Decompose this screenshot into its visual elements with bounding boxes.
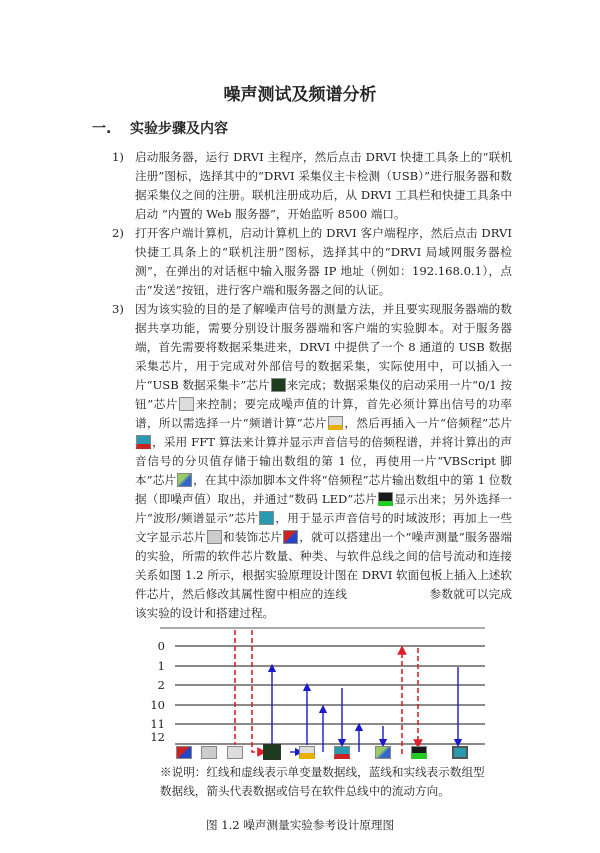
text-chip-icon bbox=[201, 746, 217, 759]
bus-label: 0 bbox=[157, 639, 165, 653]
bus-lines bbox=[175, 646, 485, 744]
red-variable-lines bbox=[235, 630, 418, 754]
usb-daq-chip-icon bbox=[271, 378, 286, 392]
page-title: 噪声测试及频谱分析 bbox=[223, 85, 377, 105]
figure-caption: 图 1.2 噪声测量实验参考设计原理图 bbox=[205, 818, 395, 832]
spectrum-chip-icon bbox=[299, 746, 315, 759]
step-number: 2) bbox=[112, 226, 124, 240]
step-3 bbox=[112, 300, 512, 623]
text-chip-icon bbox=[207, 530, 222, 544]
step-text-segment: ，采用 FFT 算法来计算并显示声音信号的倍频程谱，并将计算出的声音信号的分贝值存储于输出数组的第 1 位，再使用一片“VBScript 脚本”芯片 bbox=[135, 435, 512, 487]
step-text-segment: ，用于显示声音信号的时域波形；再加上一些文字显示芯片 bbox=[135, 511, 512, 544]
step-number: 1) bbox=[112, 150, 124, 164]
design-diagram bbox=[0, 625, 600, 763]
blue-array-lines bbox=[272, 667, 458, 752]
bus-label: 12 bbox=[150, 730, 165, 744]
bus-label: 2 bbox=[157, 678, 165, 692]
led-chip-icon bbox=[411, 746, 427, 759]
step-text bbox=[135, 300, 512, 623]
red-line bbox=[252, 630, 262, 752]
vbscript-chip-icon bbox=[375, 746, 391, 759]
decoration-chip-icon bbox=[176, 746, 192, 759]
step-text-segment: ，在其中添加脚本文件将“倍频程”芯片输出数组中的第 1 位数据（即噪声值）取出，并通过“数码 LED”芯片 bbox=[135, 473, 512, 506]
step-text-segment: 来控制；要完成噪声值的计算，首先必须计算出信号的功率谱，所以需选择一片“频谱计算”芯片 bbox=[135, 397, 512, 430]
step-text: 启动服务器，运行 DRVI 主程序，然后点击 DRVI 快捷工具条上的“联机注册”图标，选择其中的“DRVI 采集仪主卡检测（USB）”进行服务器和数据采集仪之间的注册。联机注册成功后，从 DRVI 工具栏和快捷工具条中启动 “内置的 Web 服务器”，开始监听 8500 端口。 bbox=[135, 150, 512, 221]
step-text-segment: ，然后再插入一片“倍频程”芯片 bbox=[343, 416, 513, 430]
diagram-note: ※说明：红线和虚线表示单变量数据线，蓝线和实线表示数组型数据线，箭头代表数据或信号在软件总线中的流动方向。 bbox=[160, 765, 485, 798]
toggle-button-chip-icon bbox=[227, 746, 243, 759]
bus-label: 1 bbox=[157, 659, 165, 673]
section-number: 一. bbox=[92, 121, 112, 137]
waveform-display-chip-icon bbox=[259, 511, 274, 525]
section-heading bbox=[92, 120, 600, 138]
section-title: 实验步骤及内容 bbox=[130, 121, 228, 137]
vbscript-chip-icon bbox=[177, 473, 192, 487]
decoration-chip-icon bbox=[283, 530, 298, 544]
step-text-segment: 来完成；数据采集仪的启动采用一片“0/1 按钮”芯片 bbox=[135, 378, 512, 411]
step-text-segment: ，就可以搭建出一个“噪声测量”服务器端的实验，所需的软件芯片数量、种类、与软件总线之间的信号流动和连接关系如图 1.2 所示，根据实验原理设计图在 DRVI 软面包板上插入上述软件芯片，然后修改其属性窗中相应的连线 参数就可以完成该实验的设计和搭建过程。 bbox=[135, 530, 512, 620]
toggle-button-chip-icon bbox=[179, 397, 194, 411]
step-2 bbox=[112, 224, 512, 300]
step-1 bbox=[112, 148, 512, 224]
step-number: 3) bbox=[112, 302, 124, 316]
spectrum-chip-icon bbox=[328, 416, 343, 430]
octave-chip-icon bbox=[136, 435, 151, 449]
step-text-segment: 和装饰芯片 bbox=[222, 530, 283, 544]
design-diagram-area bbox=[0, 625, 600, 763]
octave-chip-icon bbox=[334, 746, 350, 759]
step-text-segment: 显示出来；另外选择一片“波形/频谱显示”芯片 bbox=[135, 492, 512, 525]
step-text-segment: 因为该实验的目的是了解噪声信号的测量方法，并且要实现服务器端的数据共享功能，需要分别设计服务器端和客户端的实验脚本。对于服务器端，首先需要将数据采集进来，DRVI 中提供了一个 8 通道的 USB 数据采集芯片，用于完成对外部信号的数据采集，实际使用中，可以插入一片“USB 数据采集卡”芯片 bbox=[135, 302, 512, 392]
led-chip-icon bbox=[378, 492, 393, 506]
usb-daq-chip-icon bbox=[263, 744, 281, 760]
step-text: 打开客户端计算机，启动计算机上的 DRVI 客户端程序，然后点击 DRVI 快捷工具条上的“联机注册”图标，选择其中的“DRVI 局域网服务器检测”，在弹出的对话框中输入服务器 IP 地址（例如：192.168.0.1），点击“发送”按钮，进行客户端和服务器之间的认证。 bbox=[135, 226, 512, 297]
bus-label: 10 bbox=[150, 698, 165, 712]
step-list bbox=[0, 148, 600, 623]
bus-label: 11 bbox=[150, 717, 165, 731]
waveform-display-chip-icon bbox=[452, 746, 468, 759]
